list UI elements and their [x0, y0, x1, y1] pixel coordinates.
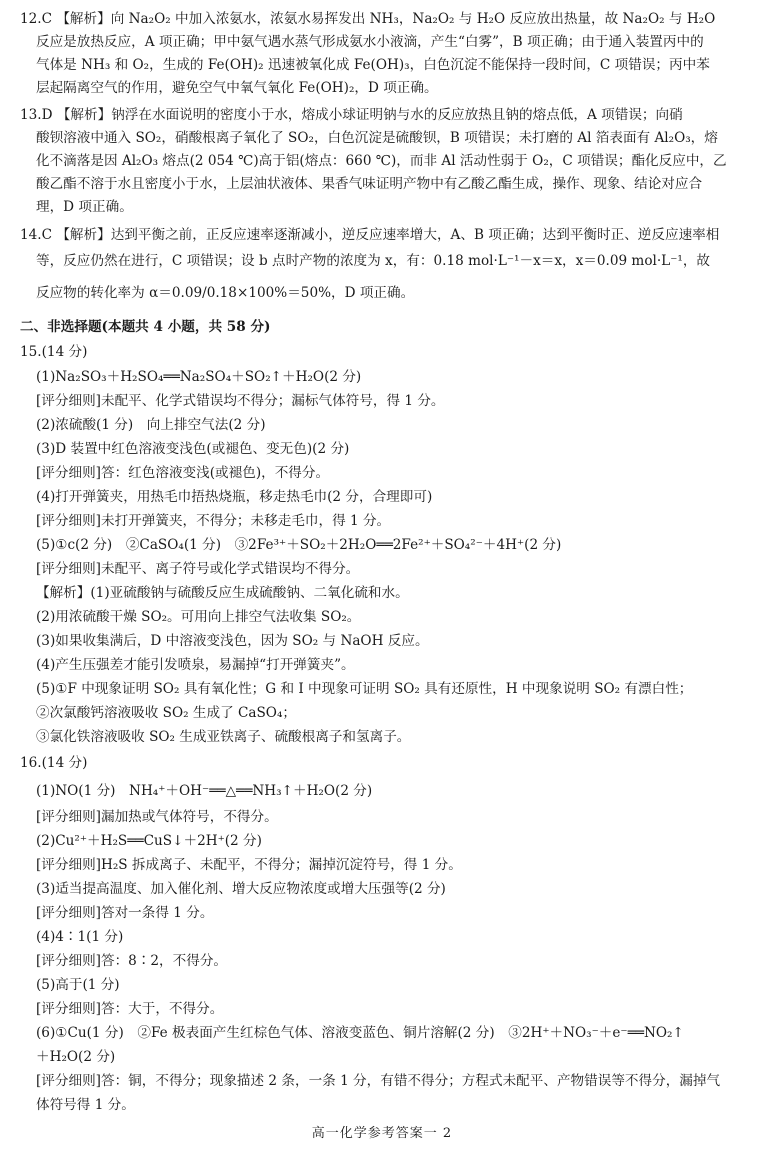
q13-line-3: 化不滴落是因 Al₂O₃ 熔点(2 054 ℃)高于铝(熔点：660 ℃)，而非 Al 活动性弱于 O₂，C 项错误；酯化反应中，乙	[36, 153, 727, 169]
q15-part-4: (4)打开弹簧夹，用热毛巾捂热烧瓶，移走热毛巾(2 分，合理即可)	[36, 489, 433, 505]
section-2-heading: 二、非选择题(本题共 4 小题，共 58 分)	[20, 319, 271, 335]
q15-part-3: (3)D 装置中红色溶液变浅色(或褪色、变无色)(2 分)	[36, 441, 350, 457]
q15-rule-4: [评分细则]未打开弹簧夹，不得分；未移走毛巾，得 1 分。	[36, 513, 391, 529]
q16-part-1: (1)NO(1 分) NH₄⁺＋OH⁻══△══NH₃↑＋H₂O(2 分)	[36, 783, 373, 799]
q12-line-1: 12.C 【解析】向 Na₂O₂ 中加入浓氨水，浓氨水易挥发出 NH₃，Na₂O₂ 与 H₂O 反应放出热量，故 Na₂O₂ 与 H₂O	[20, 11, 716, 27]
q15-rule-3: [评分细则]答：红色溶液变浅(或褪色)，不得分。	[36, 465, 330, 481]
q15-part-1: (1)Na₂SO₃＋H₂SO₄══Na₂SO₄＋SO₂↑＋H₂O(2 分)	[36, 369, 362, 385]
q13-line-2: 酸钡溶液中通入 SO₂，硝酸根离子氧化了 SO₂，白色沉淀是硫酸钡，B 项错误；未打磨的 Al 箔表面有 Al₂O₃，熔	[36, 130, 718, 146]
q14-line-3: 反应物的转化率为 α＝0.09/0.18×100%＝50%，D 项正确。	[36, 285, 415, 301]
q16-part-6: (6)①Cu(1 分) ②Fe 极表面产生红棕色气体、溶液变蓝色、铜片溶解(2 分) ③2H⁺＋NO₃⁻＋e⁻══NO₂↑	[36, 1025, 684, 1041]
q13-line-5: 理，D 项正确。	[36, 199, 133, 215]
q15-analysis-3: (3)如果收集满后，D 中溶液变浅色，因为 SO₂ 与 NaOH 反应。	[36, 633, 429, 649]
q16-rule-6-cont: 体符号得 1 分。	[36, 1097, 135, 1113]
q15-rule-1: [评分细则]未配平、化学式错误均不得分；漏标气体符号，得 1 分。	[36, 393, 445, 409]
q13-line-4: 酸乙酯不溶于水且密度小于水，上层油状液体、果香气味证明产物中有乙酸乙酯生成，操作、现象、结论对应合	[36, 176, 703, 192]
q15-title: 15.(14 分)	[20, 344, 88, 360]
q16-part-3: (3)适当提高温度、加入催化剂、增大反应物浓度或增大压强等(2 分)	[36, 881, 446, 897]
q15-part-5: (5)①c(2 分) ②CaSO₄(1 分) ③2Fe³⁺＋SO₂＋2H₂O══2Fe²⁺＋SO₄²⁻＋4H⁺(2 分)	[36, 537, 562, 553]
q15-analysis-2: (2)用浓硫酸干燥 SO₂。可用向上排空气法收集 SO₂。	[36, 609, 361, 625]
q15-analysis-4: (4)产生压强差才能引发喷泉，易漏掉“打开弹簧夹”。	[36, 657, 355, 673]
q16-part-2: (2)Cu²⁺＋H₂S══CuS↓＋2H⁺(2 分)	[36, 833, 262, 849]
q16-rule-6: [评分细则]答：铜，不得分；现象描述 2 条，一条 1 分，有错不得分；方程式未配平、产物错误等不得分，漏掉气	[36, 1073, 721, 1089]
page-footer: 高一化学参考答案一 2	[311, 1126, 453, 1141]
q16-rule-4: [评分细则]答：8∶2，不得分。	[36, 953, 228, 969]
q16-rule-5: [评分细则]答：大于，不得分。	[36, 1001, 224, 1017]
q15-analysis-1: 【解析】(1)亚硫酸钠与硫酸反应生成硫酸钠、二氧化硫和水。	[36, 585, 409, 601]
q16-part-6-cont: ＋H₂O(2 分)	[36, 1049, 116, 1065]
q15-rule-5: [评分细则]未配平、离子符号或化学式错误均不得分。	[36, 561, 360, 577]
q16-part-5: (5)高于(1 分)	[36, 977, 120, 993]
q12-line-4: 层起隔离空气的作用，避免空气中氧气氧化 Fe(OH)₂，D 项正确。	[36, 80, 438, 96]
q15-part-2: (2)浓硫酸(1 分) 向上排空气法(2 分)	[36, 417, 266, 433]
q15-analysis-5b: ②次氯酸钙溶液吸收 SO₂ 生成了 CaSO₄；	[36, 705, 296, 721]
q16-rule-3: [评分细则]答对一条得 1 分。	[36, 905, 214, 921]
q15-analysis-5a: (5)①F 中现象证明 SO₂ 具有氧化性；G 和 I 中现象可证明 SO₂ 具有还原性，H 中现象说明 SO₂ 有漂白性；	[36, 681, 693, 697]
q12-line-2: 反应是放热反应，A 项正确；甲中氨气遇水蒸气形成氨水小液滴，产生“白雾”，B 项正确；由于通入装置丙中的	[36, 34, 704, 50]
q14-line-2: 等，反应仍然在进行，C 项错误；设 b 点时产物的浓度为 x，有：0.18 mol·L⁻¹－x＝x，x＝0.09 mol·L⁻¹，故	[36, 253, 711, 269]
q13-line-1: 13.D 【解析】钠浮在水面说明的密度小于水，熔成小球证明钠与水的反应放热且钠的熔点低，A 项错误；向硝	[20, 107, 683, 123]
q16-rule-2: [评分细则]H₂S 拆成离子、未配平，不得分；漏掉沉淀符号，得 1 分。	[36, 857, 462, 873]
q15-analysis-5c: ③氯化铁溶液吸收 SO₂ 生成亚铁离子、硫酸根离子和氢离子。	[36, 729, 411, 745]
q16-rule-1: [评分细则]漏加热或气体符号，不得分。	[36, 809, 278, 825]
q14-line-1: 14.C 【解析】达到平衡之前，正反应速率逐渐减小，逆反应速率增大，A、B 项正确；达到平衡时正、逆反应速率相	[20, 227, 720, 243]
q12-line-3: 气体是 NH₃ 和 O₂，生成的 Fe(OH)₂ 迅速被氧化成 Fe(OH)₃，白色沉淀不能保持一段时间，C 项错误；丙中苯	[36, 57, 710, 73]
q16-part-4: (4)4∶1(1 分)	[36, 929, 124, 945]
q16-title: 16.(14 分)	[20, 755, 88, 771]
